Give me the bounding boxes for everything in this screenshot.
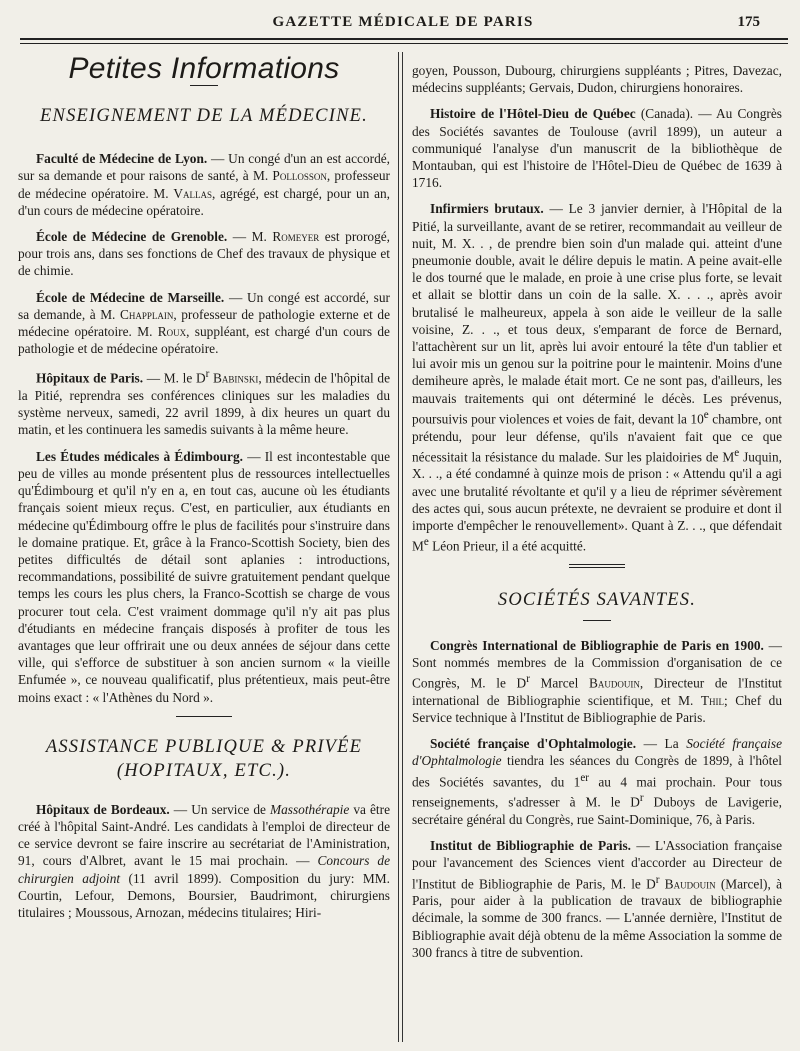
article-congres-bibliographie: Congrès International de Bibliographie de Paris en 1900. — Sont nommés membres de la Commission d'organisation de ce Congrès, M. le $D^r$ Marcel Baudouin, Directeur de l'Institut international de Bibliographie scientifique, et M. Thil; Chef du Service technique à l'Institut de Bibliographie de Paris. bbox=[412, 637, 782, 726]
article-heading: Hôpitaux de Paris. bbox=[36, 370, 144, 386]
article-hopitaux-paris: Hôpitaux de Paris. — M. le $D^r$ Babinski, médecin de l'hôpital de la Pitié, reprendra ses conférences cliniques sur les maladies du système nerveux, samedi, 22 avril 1899, à dix heures un quart du matin, et les continuera les samedis suivants à la même heure. bbox=[18, 368, 390, 438]
journal-title: GAZETTE MÉDICALE DE PARIS bbox=[272, 14, 534, 30]
section-underline bbox=[583, 620, 611, 621]
article-institut-bibliographie: Institut de Bibliographie de Paris. — L'Association française pour l'avancement des Sciences vient d'accorder au Directeur de l'Institut de Bibliographie de Paris, M. le $D^r$ Baudouin (Marcel), à Paris, pour aider à la publication de travaux de bibliographie décimale, la somme de 300 francs. — L'année dernière, l'Institut de Bibliographie avait déjà obtenu de la même Association la somme de 300 francs à titre de subvention. bbox=[412, 838, 783, 960]
article-continuation: goyen, Pousson, Dubourg, chirurgiens suppléants ; Pitres, Davezac, médecins suppléants; Gervais, Dudon, chirurgiens honoraires. bbox=[412, 63, 782, 96]
article-heading: École de Médecine de Grenoble. bbox=[36, 229, 228, 245]
column-divider-2 bbox=[402, 52, 403, 1042]
section-heading-societes: SOCIÉTÉS SAVANTES. bbox=[497, 589, 697, 610]
header-rule bbox=[20, 38, 788, 40]
article-heading: Institut de Bibliographie de Paris. bbox=[430, 838, 632, 854]
section-rule-2 bbox=[569, 567, 625, 568]
article-societe-ophtalmologie: Société française d'Ophtalmologie. — La Société française d'Ophtalmologie tiendra les séances du Congrès de 1899, à l'hôtel des Sociétés savantes, du 1er au 4 mai prochain. Pour tous renseignements, s'adresser à M. le $D^r$ Duboys de Lavigerie, secrétaire général du Congrès, rue Saint-Dominique, 76, à Paris. bbox=[412, 736, 783, 827]
article-infirmiers-brutaux: Infirmiers brutaux. — Le 3 janvier dernier, à l'Hôpital de la Pitié, la surveillante, avant de se retirer, recommandait au veilleur de nuit, M. X. . , de prendre bien soin d'un malade qui. atteint d'une pneumonie double, avait le délire depuis le matin. A peine avait-elle le dos tourné que le malade, en proie à une crise plus forte, se levait et allait se blottir dans un coin de la salle. X. . . ., après avoir brutalisé le malheureux, appela à son aide le veilleur de la salle voisine, Z. . ., et tous deux, s'emparant de force de Bernard, l'attachèrent sur un lit, après lui avoir entouré la tête d'un tablier et lui avoir mis un genou sur la poitrine pour le maintenir. Moins d'une demiheure après, le malade était mort. Ce ne sont pas, d'ailleurs, les mauvais traitements qui ont déterminé le décès. Les prévenus, poursuivis pour violences et voies de fait, devant la 10e chambre, ont prétendu, pour leur défense, qu'ils n'avaient fait que ce que nécessitait la résistance du malade. Sur les plaidoiries de Me Juquin, X. . ., a été condamné à quinze mois de prison : « Attendu qu'il a agi avec une brutalité révoltante et qu'il y a lieu de réprimer sévèrement des actes qui, sous aucun prétexte, ne devraient se produire et dont il importe d'empêcher le renouvellement». Quant à Z. . ., que défendait Me Léon Prieur, il a été acquitté. bbox=[412, 201, 782, 554]
section-heading-assistance: ASSISTANCE PUBLIQUE & PRIVÉE (HOPITAUX, ETC.). bbox=[45, 736, 363, 781]
section-heading-enseignement: ENSEIGNEMENT DE LA MÉDECINE. bbox=[40, 106, 368, 127]
article-ecole-grenoble: École de Médecine de Grenoble. — M. Romeyer est prorogé, pour trois ans, dans ses fonctions de Chef des travaux de physique et de chimie. bbox=[18, 229, 390, 279]
article-etudes-edimbourg: Les Études médicales à Édimbourg. — Il est incontestable que peu de villes au monde présentent plus de ressources intellectuelles qu'Édimbourg et qu'il n'y en a, en tout cas, aucune où les étudiants français soient mieux reçus. C'est, en particulier, aux étudiants en médecine qu'Édimbourg offre le plus de facilités pour s'instruire dans le domaine pratique. Et, grâce à la Franco-Scottish Society, bien des petites difficultés de détail sont aplanies : introductions, recommandations, possibilité de suivre gratuitement pendant quelque temps les cours les plus chers, la Franco-Scottish se charge de vous procurer tout cela. C'est vraiment dommage qu'il n'y ait pas plus d'étudiants en médecine français disposés à profiter de tous les avantages que leur offrirait une ou deux années de séjour dans cette ville, qui s'efforce de substituer à son ancien surnom « la vieille Enfumée », ce nouveau qualificatif, plus prétentieux, mais peut-être moins exact : « l'Athènes du Nord ». bbox=[18, 448, 390, 705]
header-rule-thin bbox=[20, 43, 788, 44]
article-heading: Société française d'Ophtalmologie. bbox=[430, 736, 637, 752]
left-column bbox=[18, 52, 391, 930]
page-number: 175 bbox=[737, 14, 760, 30]
article-heading: Les Études médicales à Édimbourg. bbox=[36, 448, 243, 464]
title-rule bbox=[190, 85, 218, 86]
article-faculte-lyon: Faculté de Médecine de Lyon. — Un congé d'un an est accordé, sur sa demande et pour raisons de santé, à M. Pollosson, professeur de médecine opératoire. M. Vallas, agrégé, est chargé, pour un an, d'un cours de médecine opératoire. bbox=[18, 151, 391, 218]
column-divider bbox=[398, 52, 399, 1042]
article-heading: Histoire de l'Hôtel-Dieu de Québec bbox=[430, 106, 636, 122]
section-rule bbox=[569, 564, 625, 565]
article-heading: École de Médecine de Marseille. bbox=[36, 289, 225, 305]
article-hopitaux-bordeaux: Hôpitaux de Bordeaux. — Un service de Massothérapie va être créé à l'hôpital Saint-André. Les candidats à l'emploi de directeur de ce service devront se faire inscrire au secrétariat de l'Aministration, 91, cours d'Albret, avant le 15 mai prochain. — Concours de chirurgien adjoint (11 avril 1899). Composition du jury: MM. Courtin, Lefour, Demons, Boursier, Baudrimont, chirurgiens titulaires ; Moussous, Arnozan, médecins titulaires; Hiri- bbox=[18, 801, 391, 920]
article-heading: Hôpitaux de Bordeaux. bbox=[36, 801, 170, 817]
page-title: Petites Informations bbox=[68, 52, 340, 85]
article-ecole-marseille: École de Médecine de Marseille. — Un congé est accordé, sur sa demande, à M. Chapplain, professeur de pathologie externe et de médecine opératoire. M. Roux, suppléant, est chargé d'un cours de pathologie et de médecine opératoire. bbox=[18, 289, 390, 357]
article-heading: Faculté de Médecine de Lyon. bbox=[36, 151, 208, 167]
running-head bbox=[16, 8, 790, 32]
article-heading: Congrès International de Bibliographie de Paris en 1900. bbox=[430, 637, 764, 653]
article-hotel-dieu-quebec: Histoire de l'Hôtel-Dieu de Québec (Canada). — Au Congrès des Sociétés savantes de Toulouse (avril 1899), un auteur a communiqué l'analyse d'un manuscrit de la bibliothèque de Montauban, qui est l'histoire de l'Hôtel-Dieu de Québec de 1639 à 1716. bbox=[412, 106, 782, 191]
right-column bbox=[412, 62, 782, 970]
section-rule bbox=[176, 716, 232, 717]
article-heading: Infirmiers brutaux. bbox=[430, 201, 544, 217]
